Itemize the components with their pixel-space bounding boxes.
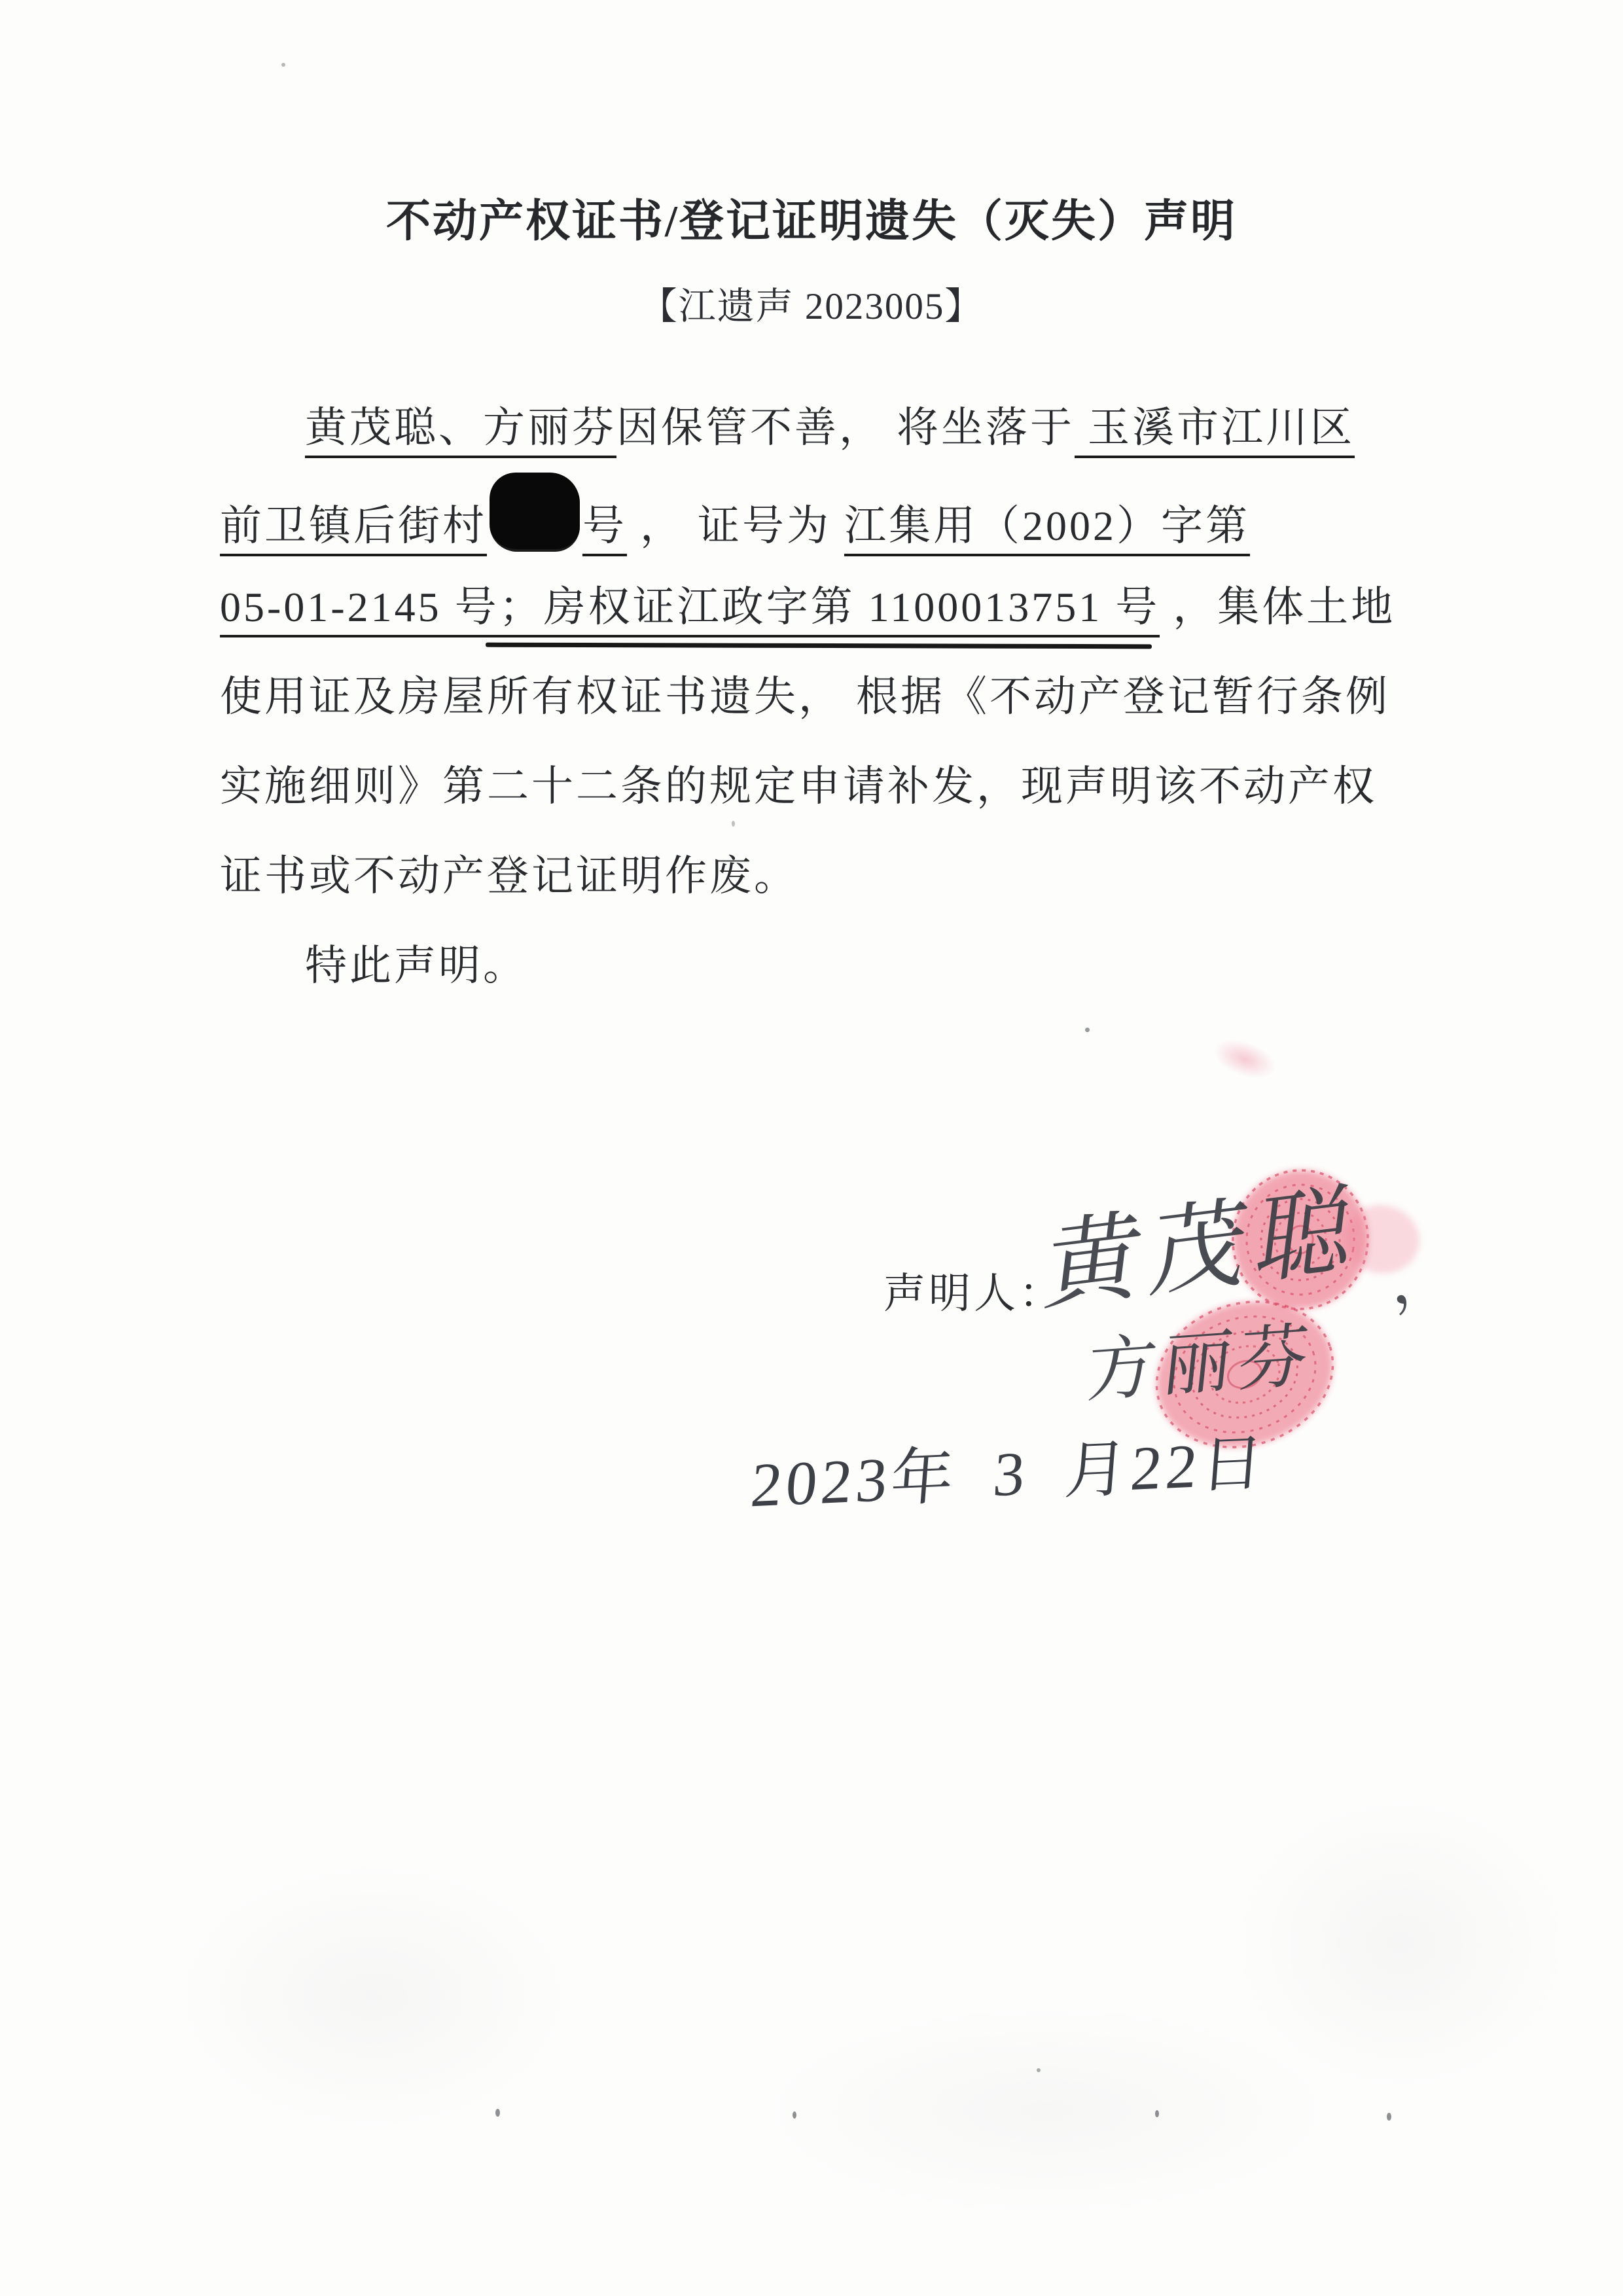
body-line [220,383,1391,473]
scan-speck [732,821,735,827]
underlined-text: 号 [582,503,627,556]
body-text-segment: ，集体土地 [1160,584,1396,630]
signature-name-1: 黄茂聪 [1039,1174,1368,1323]
underlined-text: 05-01-2145 号；房权证江政字第 1100013751 号 [220,584,1160,637]
underlined-text: 江集用（2002）字第 [844,503,1250,556]
underlined-text: 玉溪市江川区 [1075,404,1355,458]
body-text-segment: 实施细则》第二十二条的规定申请补发，现声明该不动产权 [220,763,1377,810]
scan-smudge [753,2003,1342,2219]
body-text-segment: 证书或不动产登记证明作废。 [220,853,798,899]
body-line [220,562,1396,652]
body-line [220,652,1391,742]
document-number: 【江遗声 2023005】 [639,286,984,327]
handwritten-date: 2023年 3 月22日 [748,1427,1270,1520]
body-text-segment: 因保管不善， 将坐落于 [616,404,1075,451]
scan-speck [1085,1028,1090,1032]
body-line [220,831,1391,921]
underlined-text: 黄茂聪、方丽芬 [305,404,616,458]
scan-speck [281,63,285,67]
scan-speck [1387,2113,1391,2121]
scan-speck [793,2111,796,2119]
signature-pen-tick: ， [1380,1236,1457,1318]
body-line [220,921,1391,1011]
scan-speck [1037,2068,1041,2072]
scan-speck [1155,2110,1159,2117]
scan-smudge [170,1859,576,2134]
body-line [220,473,1391,562]
body-text-segment: 特此声明。 [305,942,527,989]
declarant-label: 声明人： [883,1270,1064,1317]
scan-speck [495,2109,500,2117]
declaration-body [220,383,1396,1011]
document-title: 不动产权证书/登记证明遗失（灭失）声明 [386,196,1237,246]
ink-smudge [1208,1031,1281,1086]
body-text-segment: 使用证及房屋所有权证书遗失， 根据《不动产登记暂行条例 [220,673,1390,720]
scan-smudge [1230,1793,1571,2094]
signature-name-2: 方丽芬 [1083,1317,1319,1410]
body-line [220,742,1391,831]
body-text-segment: ， 证号为 [627,503,844,549]
underlined-text: 前卫镇后街村 [220,503,487,556]
redaction-blob [490,473,580,552]
